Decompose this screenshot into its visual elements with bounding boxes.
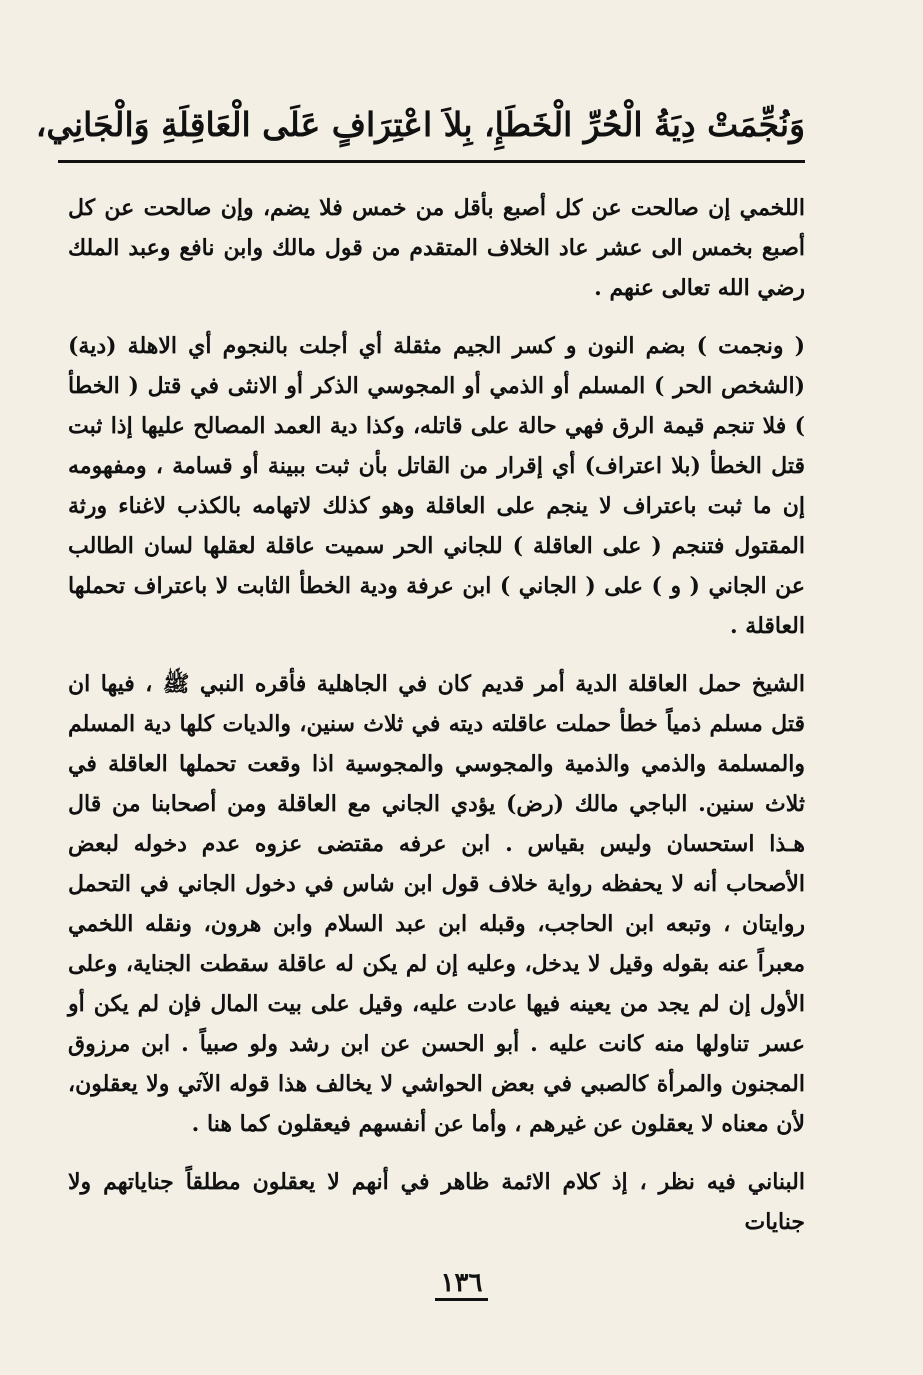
paragraph-4: البناني فيه نظر ، إذ كلام الائمة ظاهر في أنهم لا يعقلون مطلقاً جناياتهم ولا جنايات — [68, 1169, 805, 1235]
paragraph-1: اللخمي إن صالحت عن كل أصبع بأقل من خمس فلا يضم، وإن صالحت عن كل أصبع بخمس الى عشر عاد الخلاف المتقدم من قول مالك وابن نافع وعبد الملك رضي الله تعالى عنهم . — [68, 195, 805, 301]
body-text — [68, 188, 805, 1260]
page-number — [0, 1268, 923, 1298]
page-number-text: ١٣٦ — [435, 1268, 489, 1301]
paragraph-3: الشيخ حمل العاقلة الدية أمر قديم كان في الجاهلية فأقره النبي ﷺ ، فيها ان قتل مسلم ذمياً خطأ حملت عاقلته ديته في ثلاث سنين، والديات كلها دية المسلم والمسلمة والذمي والذمية والمجوسي والمجوسية اذا وقعت تحملها العاقلة في ثلاث سنين. الباجي مالك (رض) يؤدي الجاني مع العاقلة ومن أصحابنا من قال هـذا استحسان وليس بقياس . ابن عرفه مقتضى عزوه عدم دخوله لبعض الأصحاب أنه لا يحفظه رواية خلاف قول ابن شاس في دخول الجاني في التحمل روايتان ، وتبعه ابن الحاجب، وقبله ابن عبد السلام وابن هرون، ونقله اللخمي معبراً عنه بقوله وقيل لا يدخل، وعليه إن لم يكن له عاقلة سقطت الجناية، وعلى الأول إن لم يجد من يعينه فيها عادت عليه، وقيل على بيت المال فإن لم يكن أو عسر تناولها منه كانت عليه . أبو الحسن عن ابن رشد ولو صبياً . ابن مرزوق المجنون والمرأة كالصبي في بعض الحواشي لا يخالف هذا قوله الآتي ولا يعقلون، لأن معناه لا يعقلون عن غيرهم ، وأما عن أنفسهم فيعقلون كما هنا . — [68, 671, 805, 1137]
heading-divider — [58, 160, 805, 163]
paragraph-2: ( ونجمت ) بضم النون و كسر الجيم مثقلة أي أجلت بالنجوم أي الاهلة (دية) (الشخص الحر ) المسلم أو الذمي أو المجوسي الذكر أو الانثى في قتل ( الخطأ ) فلا تنجم قيمة الرق فهي حالة على قاتله، وكذا دية العمد المصالح عليها إذا ثبت قتل الخطأ (بلا اعتراف) أي إقرار من القاتل بأن ثبت ببينة أو قسامة ، ومفهومه إن ما ثبت باعتراف لا ينجم على العاقلة وهو كذلك لاتهامه بالكذب لاغناء ورثة المقتول فتنجم ( على العاقلة ) للجاني الحر سميت عاقلة لعقلها لسان الطالب عن الجاني ( و ) على ( الجاني ) ابن عرفة ودية الخطأ الثابت لا باعتراف تحملها العاقلة . — [68, 333, 805, 639]
section-heading: وَنُجِّمَتْ دِيَةُ الْحُرِّ الْخَطَإِ، بِلاَ اعْتِرَافٍ عَلَى الْعَاقِلَةِ وَالْجَانِي، — [35, 105, 805, 144]
